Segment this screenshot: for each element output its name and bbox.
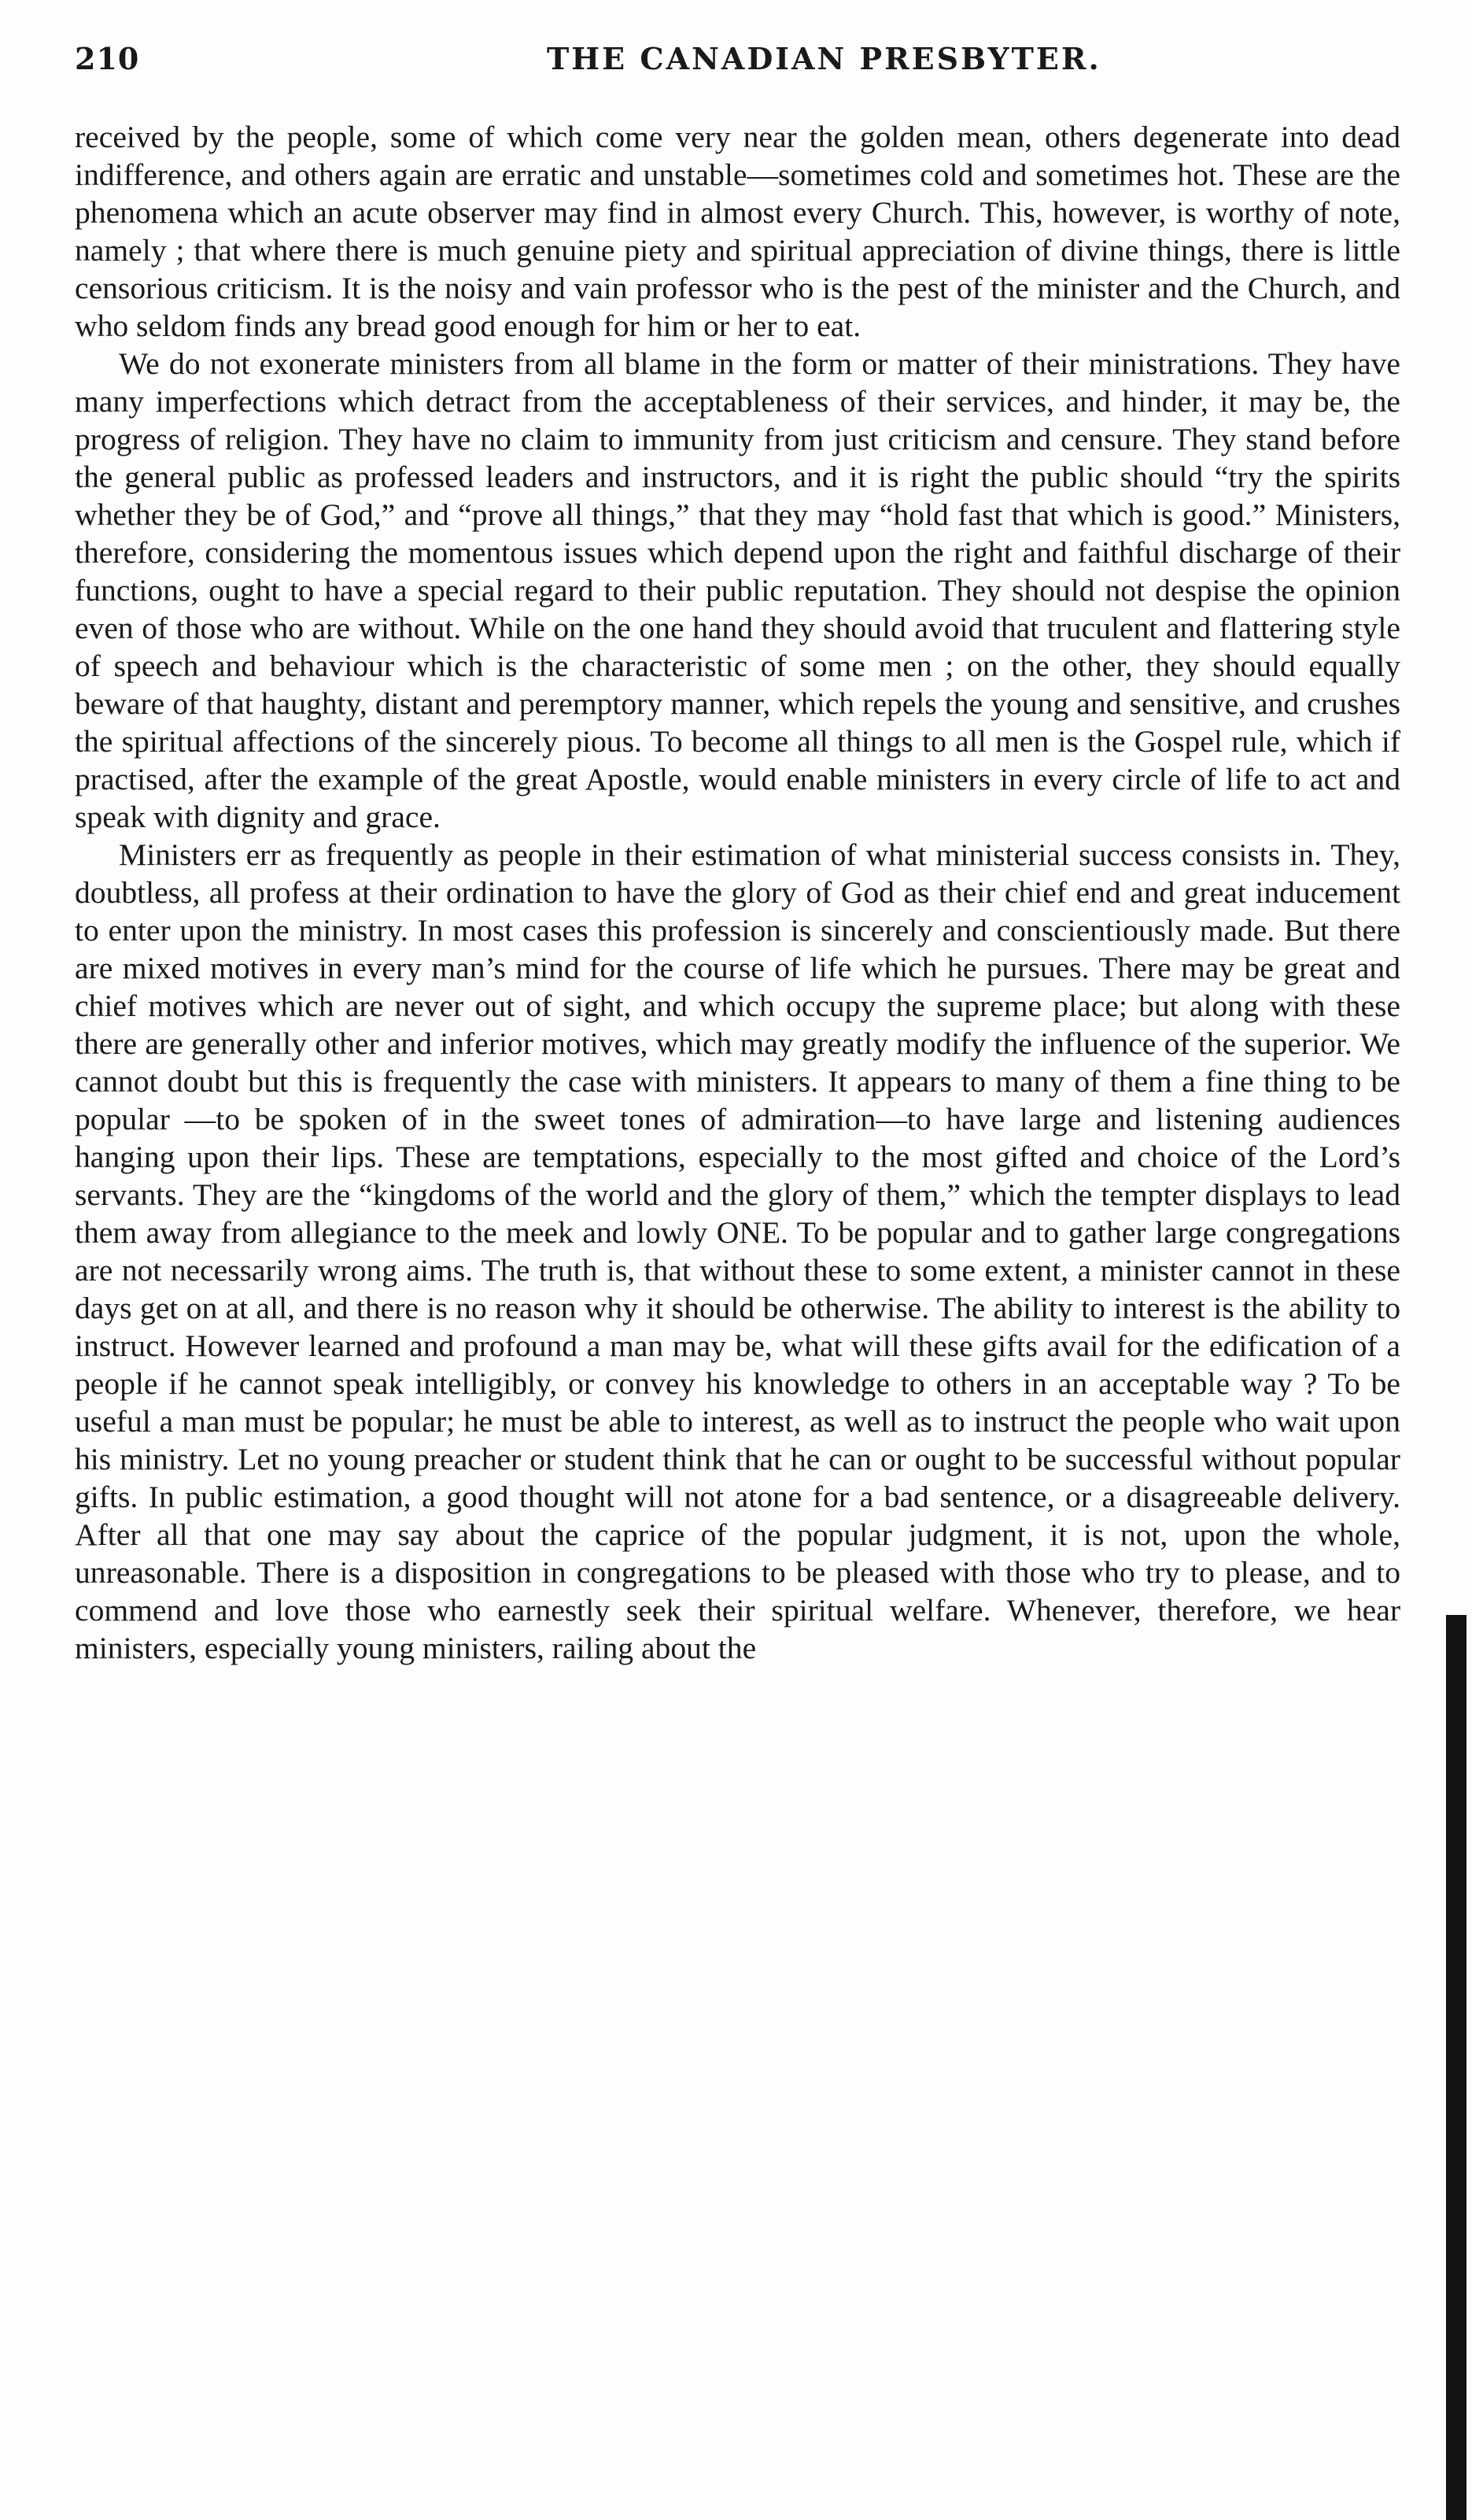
paragraph-continuation: received by the people, some of which come very near the golden mean, others degenerate into dead indifference, and others again are erratic and unstable—sometimes cold and sometimes hot. These are the phenomena which an acute observer may find in almost every Church. This, however, is worthy of note, namely ; that where there is much genuine piety and spiritual appreciation of divine things, there is little censorious criticism. It is the noisy and vain professor who is the pest of the minister and the Church, and who seldom finds any bread good enough for him or her to eat. bbox=[75, 120, 1400, 343]
paragraph-ministerial-success: Ministers err as frequently as people in their estimation of what ministerial success consists in. They, doubtless, all profess at their ordination to have the glory of God as their chief end and great inducement to enter upon the ministry. In most cases this profession is sincerely and conscientiously made. But there are mixed motives in every man’s mind for the course of life which he pursues. There may be great and chief motives which are never out of sight, and which occupy the supreme place; but along with these there are generally other and inferior motives, which may greatly modify the influence of the superior. We cannot doubt but this is frequently the case with ministers. It appears to many of them a fine thing to be popular —to be spoken of in the sweet tones of admiration—to have large and listening audiences hanging upon their lips. These are temptations, especially to the most gifted and choice of the Lord’s servants. They are the “kingdoms of the world and the glory of them,” which the tempter displays to lead them away from allegiance to the meek and lowly ONE. To be popular and to gather large congregations are not necessarily wrong aims. The truth is, that without these to some extent, a minister cannot in these days get on at all, and there is no reason why it should be otherwise. The ability to interest is the ability to instruct. However learned and profound a man may be, what will these gifts avail for the edification of a people if he cannot speak intelligibly, or convey his knowledge to others in an acceptable way ? To be useful a man must be popular; he must be able to interest, as well as to instruct the people who wait upon his ministry. Let no young preacher or student think that he can or ought to be successful without popular gifts. In public estimation, a good thought will not atone for a bad sentence, or a disagreeable delivery. After all that one may say about the caprice of the popular judgment, it is not, upon the whole, unreasonable. There is a disposition in congregations to be pleased with those who try to please, and to commend and love those who earnestly seek their spiritual welfare. Whenever, therefore, we hear ministers, especially young ministers, railing about the bbox=[75, 837, 1400, 1665]
binding-shadow bbox=[1446, 1615, 1466, 2520]
page-number: 210 bbox=[75, 41, 140, 76]
paragraph-ministers-blame: We do not exonerate ministers from all blame in the form or matter of their ministrations. They have many imperfections which detract from the acceptableness of their services, and hinder, it may be, the progress of religion. They have no claim to immunity from just criticism and censure. They stand before the general public as professed leaders and instructors, and it is right the public should “try the spirits whether they be of God,” and “prove all things,” that they may “hold fast that which is good.” Ministers, therefore, considering the momentous issues which depend upon the right and faithful discharge of their functions, ought to have a special regard to their public reputation. They should not despise the opinion even of those who are without. While on the one hand they should avoid that truculent and flattering style of speech and behaviour which is the characteristic of some men ; on the other, they should equally beware of that haughty, distant and peremptory manner, which repels the young and sensitive, and crushes the spiritual affections of the sincerely pious. To become all things to all men is the Gospel rule, which if practised, after the example of the great Apostle, would enable ministers in every circle of life to act and speak with dignity and grace. bbox=[75, 346, 1400, 834]
journal-title: THE CANADIAN PRESBYTER. bbox=[547, 41, 1101, 76]
running-head bbox=[75, 41, 1400, 88]
article-body bbox=[75, 118, 1400, 2479]
